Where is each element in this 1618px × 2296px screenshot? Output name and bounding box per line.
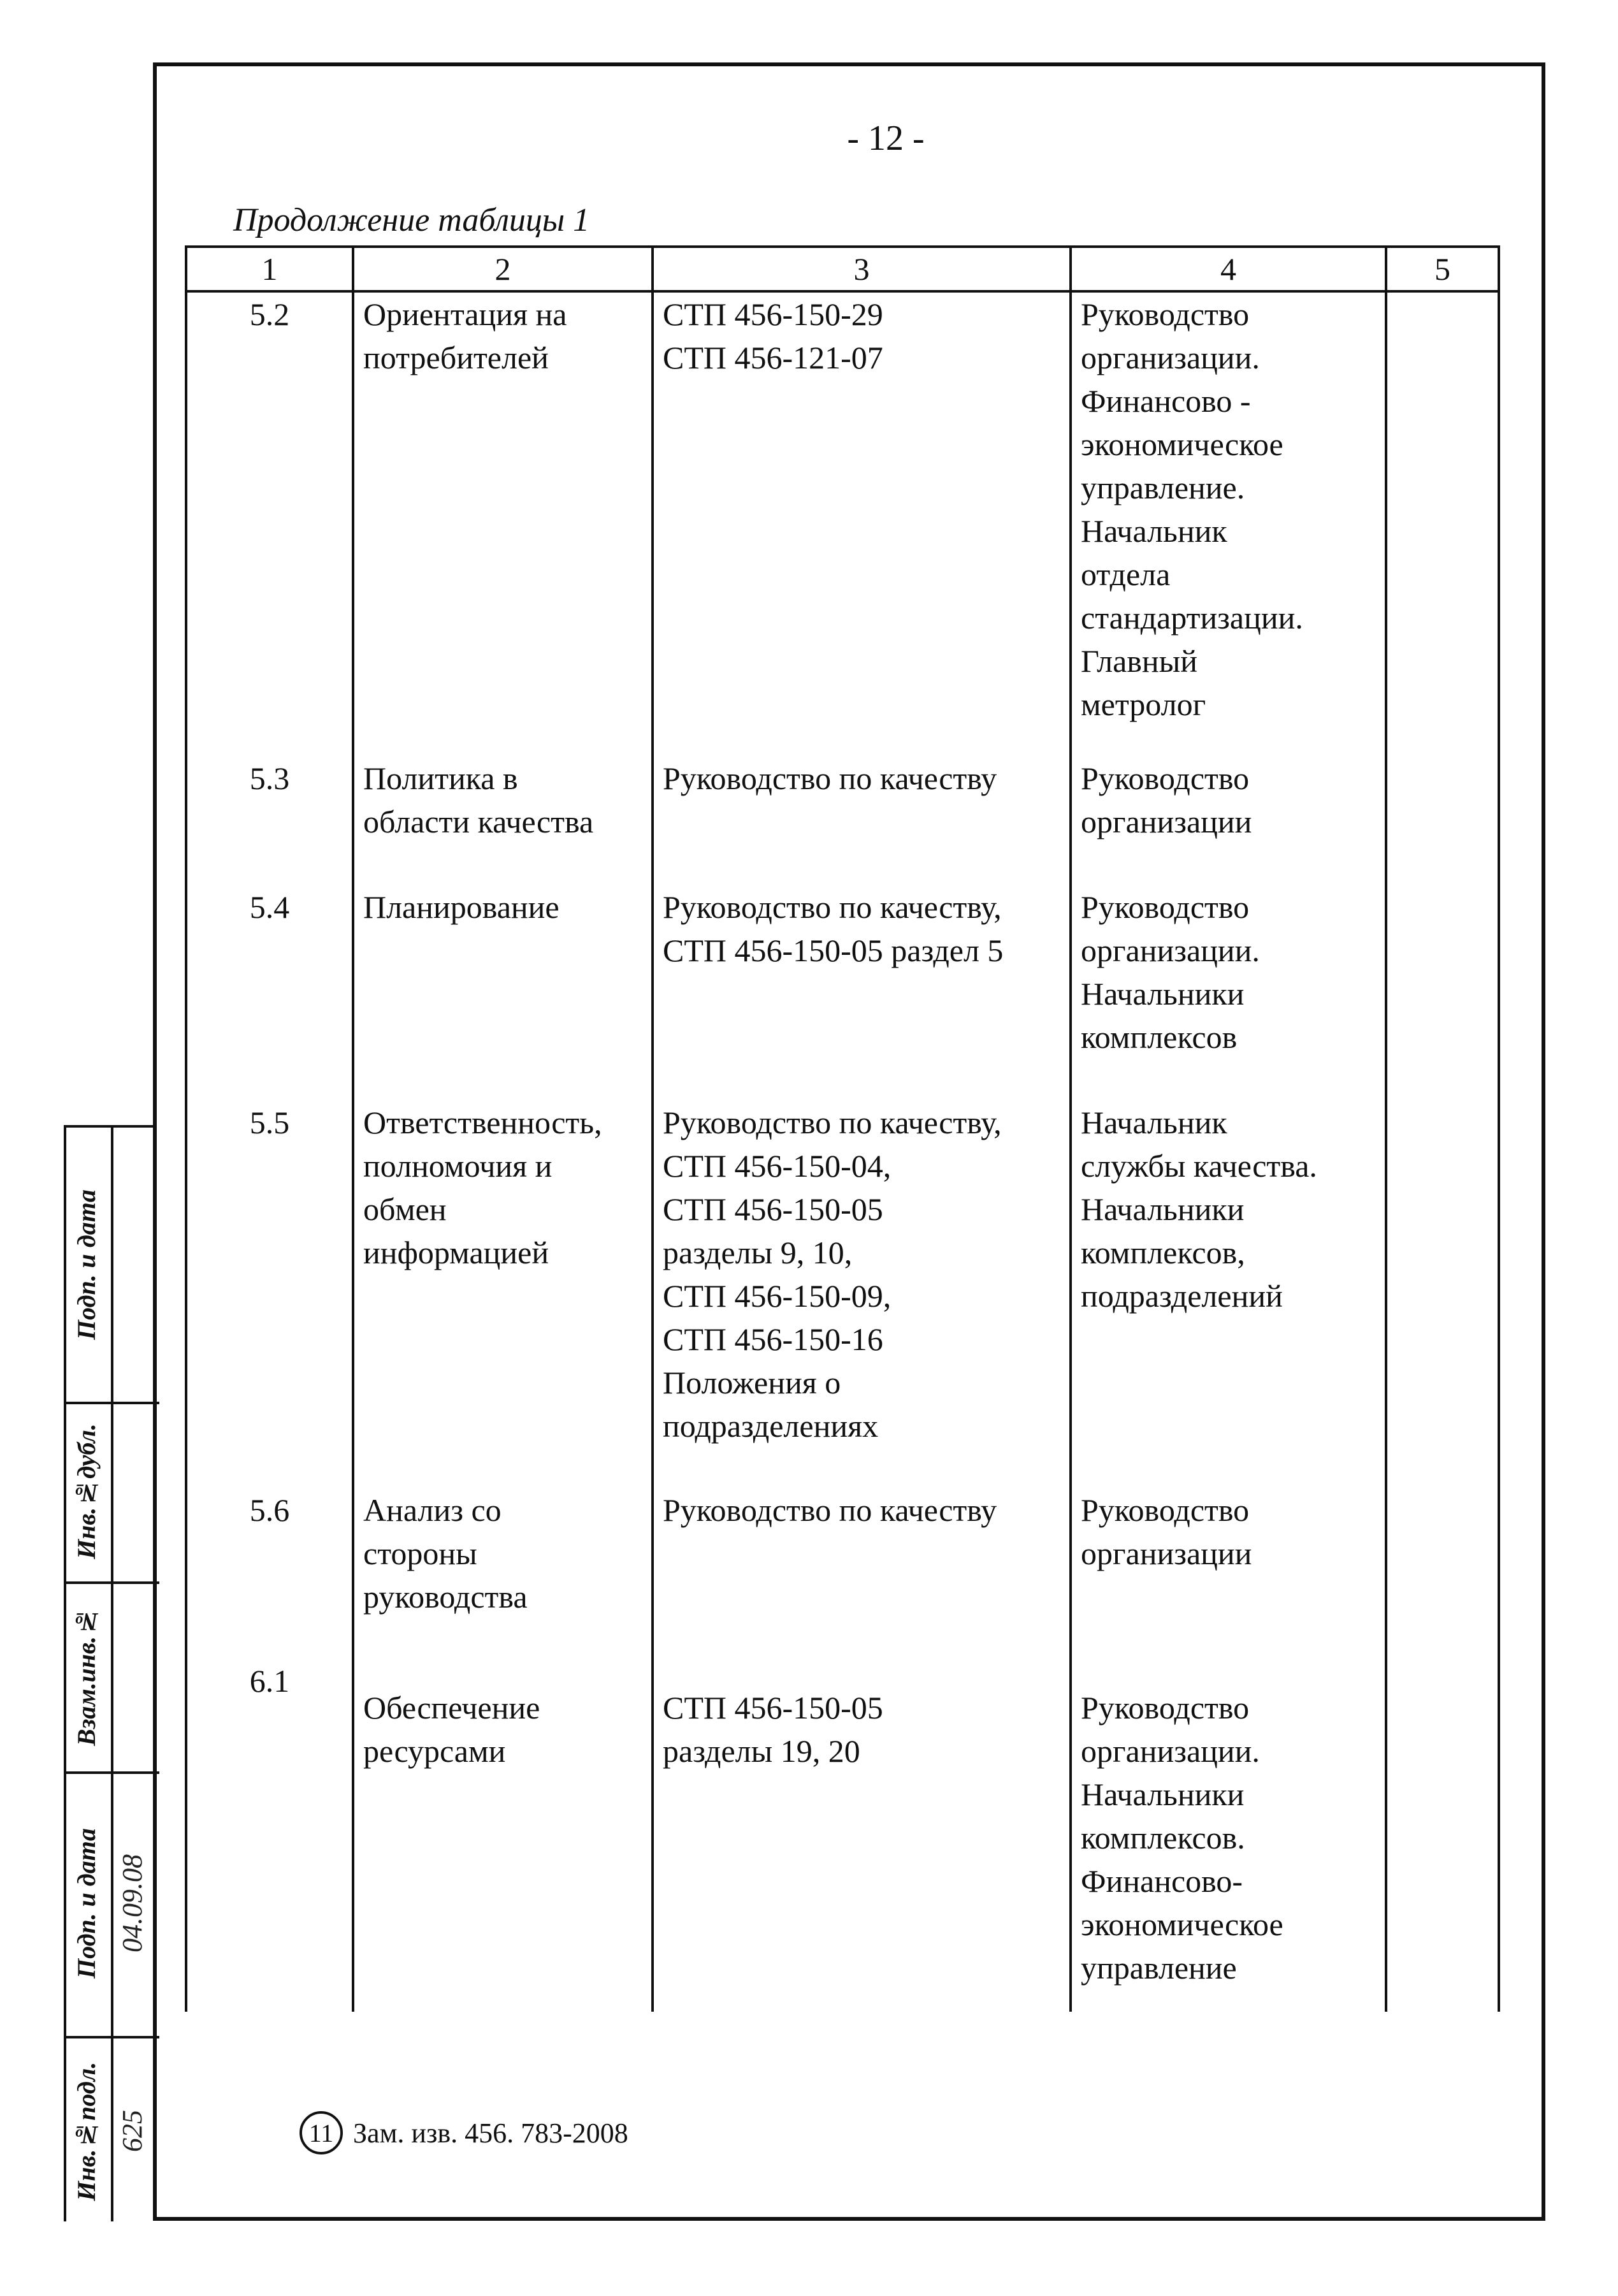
sidebar-label-inv-dubl: Инв.№дубл.: [72, 1423, 101, 1560]
item-number: 5.3: [249, 760, 290, 796]
item-number: 5.2: [249, 296, 290, 332]
column-header: 4: [1071, 247, 1386, 291]
item-responsible: Начальник службы качества. Начальники комплексов, подразделений: [1081, 1105, 1317, 1314]
page-number: - 12 -: [847, 119, 925, 158]
main-table: [185, 245, 1500, 2012]
sidebar-label-sign-date-2: Подп. и дата: [72, 1189, 101, 1340]
sidebar-signature-date: 04.09.08: [117, 1854, 148, 1952]
item-name: Планирование: [363, 889, 560, 925]
change-note-text: Зам. изв. 456. 783-2008: [353, 2117, 628, 2149]
item-documents: Руководство по качеству, СТП 456-150-05 раздел 5: [663, 889, 1004, 968]
item-responsible: Руководство организации. Начальники комплексов. Финансово- экономическое управление: [1081, 1690, 1283, 1986]
item-responsible: Руководство организации. Начальники комплексов: [1081, 889, 1260, 1055]
item-name: Обеспечение ресурсами: [363, 1690, 540, 1769]
item-documents: СТП 456-150-05 разделы 19, 20: [663, 1690, 883, 1769]
item-responsible: Руководство организации. Финансово - экономическое управление. Начальник отдела стандартизации. Главный метролог: [1081, 296, 1303, 722]
item-name: Политика в области качества: [363, 760, 594, 839]
column-header: 3: [653, 247, 1071, 291]
item-number: 5.5: [249, 1105, 290, 1140]
sidebar-label-vzam-inv: Взам.инв.№: [72, 1607, 101, 1746]
sidebar-label-sign-date: Подп. и дата: [72, 1828, 101, 1979]
column-header: 2: [353, 247, 653, 291]
item-responsible: Руководство организации: [1081, 760, 1252, 839]
table-caption: Продолжение таблицы 1: [233, 202, 590, 238]
table-row: [186, 757, 1499, 885]
item-number: 5.4: [249, 889, 290, 925]
sidebar-label-inv-podl: Инв.№подл.: [72, 2061, 101, 2201]
item-name: Ориентация на потребителей: [363, 296, 567, 375]
item-number: 6.1: [249, 1663, 290, 1699]
item-name: Анализ со стороны руководства: [363, 1492, 528, 1615]
item-documents: СТП 456-150-29 СТП 456-121-07: [663, 296, 883, 375]
document-sidebar: [64, 1125, 157, 2221]
change-number: 11: [300, 2111, 343, 2154]
item-documents: Руководство по качеству: [663, 760, 997, 796]
item-name: Ответственность, полномочия и обмен информацией: [363, 1105, 602, 1270]
table-row: [186, 1659, 1499, 2012]
column-header: 1: [186, 247, 353, 291]
item-responsible: Руководство организации: [1081, 1492, 1252, 1571]
item-number: 5.6: [249, 1492, 290, 1528]
table-header-row: [186, 247, 1499, 291]
sidebar-inv-number: 625: [117, 2110, 148, 2153]
change-note: [300, 2111, 628, 2154]
table-row: [186, 291, 1499, 757]
column-header: 5: [1386, 247, 1499, 291]
table-row: [186, 1488, 1499, 1659]
item-documents: Руководство по качеству: [663, 1492, 997, 1528]
table-row: [186, 1101, 1499, 1488]
item-documents: Руководство по качеству, СТП 456-150-04, СТП 456-150-05 разделы 9, 10, СТП 456-150-09, СТП 456-150-16 Положения о подразделениях: [663, 1105, 1002, 1444]
table-row: [186, 885, 1499, 1101]
